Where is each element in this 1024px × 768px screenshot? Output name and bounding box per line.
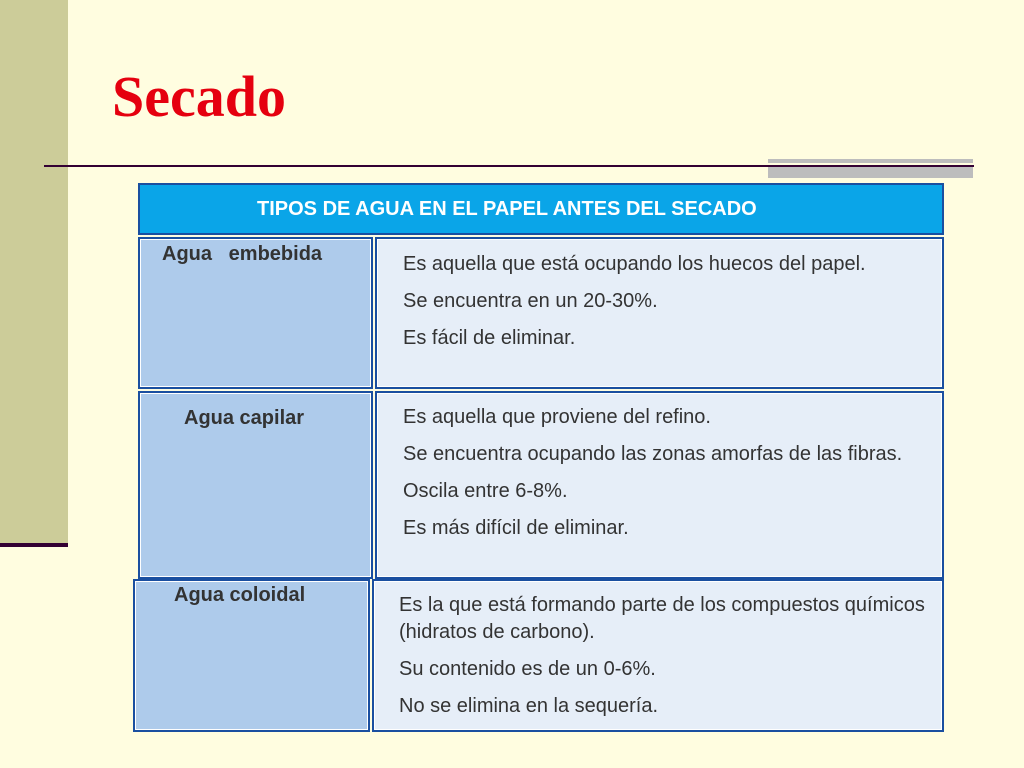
row-description-capilar [403,404,938,552]
description-line: Es aquella que proviene del refino. [403,406,711,428]
row-label-embebida: Agua embebida [162,243,323,265]
description-line: Se encuentra ocupando las zonas amorfas de las fibras. [403,443,903,465]
side-decoration-bar [0,0,68,545]
slide-title: Secado [112,64,286,129]
description-line: Su contenido es de un 0-6%. [399,658,656,680]
divider-accent [768,159,973,178]
row-description-coloidal [399,592,934,730]
table-header [138,183,944,235]
description-line: Es aquella que está ocupando los huecos del papel. [403,253,866,275]
table-header-text: TIPOS DE AGUA EN EL PAPEL ANTES DEL SECADO [257,197,757,220]
water-types-table [133,181,947,733]
description-line: Se encuentra en un 20-30%. [403,290,658,312]
description-line: Oscila entre 6-8%. [403,480,568,502]
row-description-embebida [403,251,938,362]
row-label-coloidal: Agua coloidal [174,584,306,606]
description-line: No se elimina en la sequería. [399,695,659,717]
description-line: Es más difícil de eliminar. [403,517,629,539]
side-bar-underline [0,543,68,547]
description-line: Es la que está formando parte de los compuestos químicos (hidratos de carbono). [399,594,925,643]
row-label-capilar: Agua capilar [184,407,305,429]
description-line: Es fácil de eliminar. [403,327,576,349]
